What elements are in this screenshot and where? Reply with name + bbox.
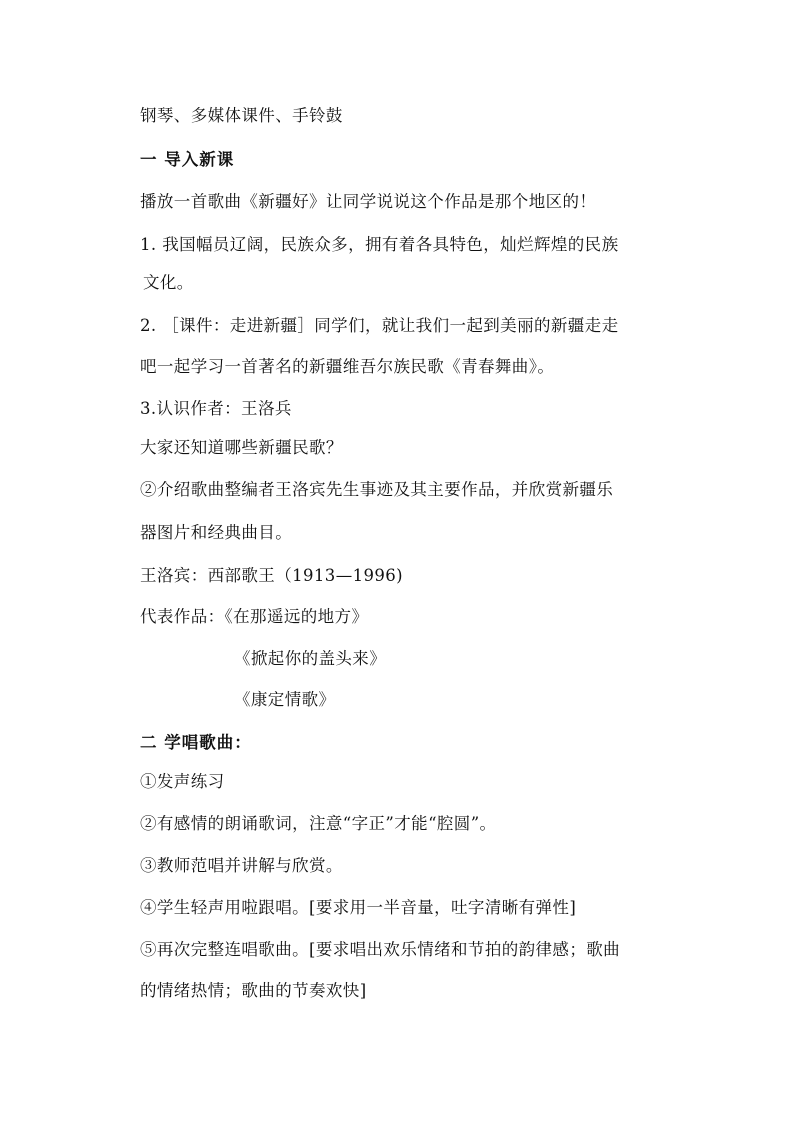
intro-paragraph: 播放一首歌曲《新疆好》让同学说说这个作品是那个地区的！ (140, 192, 597, 211)
materials-line: 钢琴、多媒体课件、手铃鼓 (140, 106, 343, 125)
item3-line: 3.认识作者：王洛兵 (140, 399, 292, 418)
item2-line2: 吧一起学习一首著名的新疆维吾尔族民歌《青春舞曲》。 (140, 357, 555, 376)
item2-line1: 2. ［课件：走进新疆］同学们，就让我们一起到美丽的新疆走走 (140, 316, 619, 335)
step5-line2: 的情绪热情；歌曲的节奏欢快] (140, 981, 367, 1000)
step-item: ①发声练习 (140, 772, 225, 791)
item1-line2: 文化。 (143, 273, 194, 292)
composer-line: 王洛宾：西部歌王（1913—1996) (140, 566, 404, 585)
step-item: ③教师范唱并讲解与欣赏。 (140, 856, 343, 875)
step-item: ④学生轻声用啦跟唱。[要求用一半音量，吐字清晰有弹性] (140, 898, 577, 917)
step-item: ②有感情的朗诵歌词，注意“字正”才能“腔圆”。 (140, 814, 497, 833)
work-title: 《康定情歌》 (234, 690, 336, 709)
works-label: 代表作品： (140, 607, 225, 626)
item1-line1: 1. 我国幅员辽阔，民族众多，拥有着各具特色，灿烂辉煌的民族 (140, 235, 619, 254)
section2-heading: 二 学唱歌曲： (140, 733, 252, 752)
question-line: 大家还知道哪些新疆民歌？ (140, 438, 343, 457)
work-title: 《在那遥远的地方》 (224, 607, 369, 626)
section1-heading: 一 导入新课 (140, 150, 235, 169)
step-item: ⑤再次完整连唱歌曲。[要求唱出欢乐情绪和节拍的韵律感；歌曲 (140, 940, 621, 959)
composer-intro-line1: ②介绍歌曲整编者王洛宾先生事迹及其主要作品，并欣赏新疆乐 (140, 480, 614, 499)
composer-intro-line2: 器图片和经典曲目。 (140, 523, 293, 542)
work-title: 《掀起你的盖头来》 (234, 649, 387, 668)
works-label-line (140, 607, 368, 627)
